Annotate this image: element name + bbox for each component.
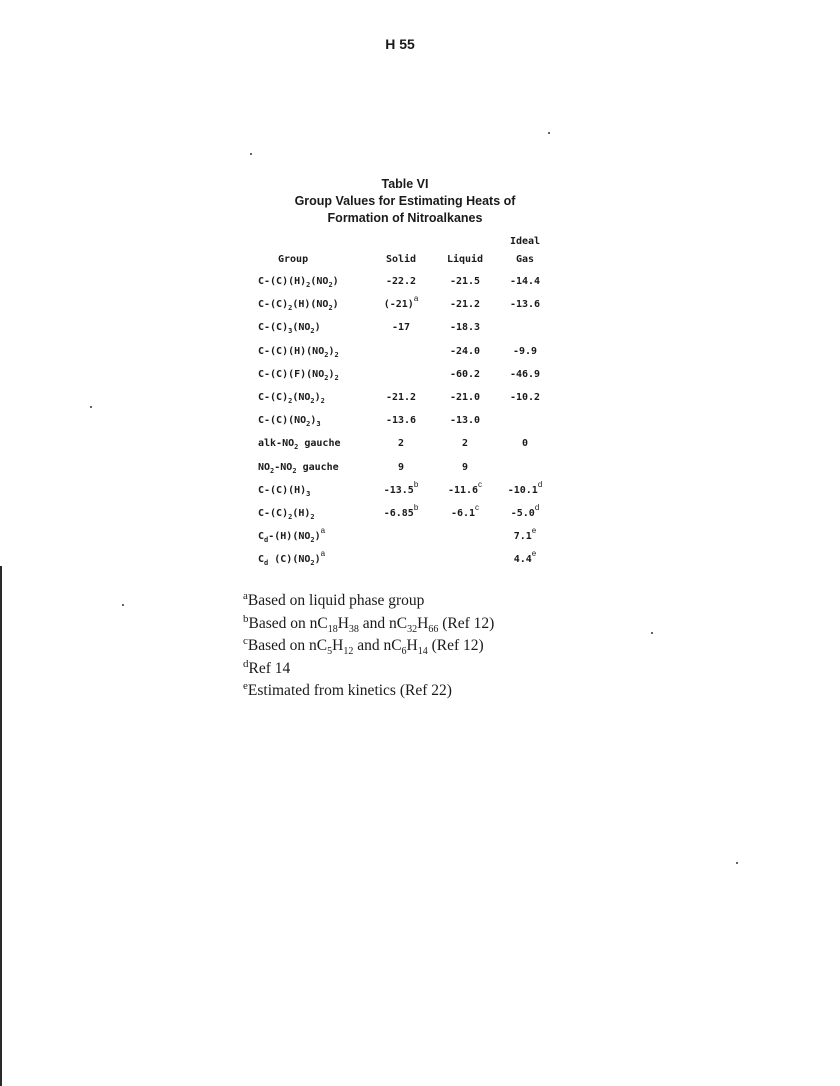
text-fragment: ) xyxy=(314,531,321,543)
liquid-value-cell: -24.0 xyxy=(449,345,481,357)
footnote-mark: e xyxy=(243,680,248,693)
solid-value-cell xyxy=(370,502,432,519)
table-title-line-2: Formation of Nitroalkanes xyxy=(327,211,483,225)
text-fragment: C xyxy=(258,531,265,543)
formula-subscript: 5 xyxy=(327,646,333,658)
footnote xyxy=(243,590,603,613)
solid-value-cell xyxy=(370,479,432,496)
gas-value: 4.4 xyxy=(513,554,532,566)
group-values-table xyxy=(250,236,570,573)
text-fragment: (H)(NO xyxy=(292,299,329,311)
group-subscript: 2 xyxy=(310,327,315,336)
liquid-value-cell: -18.3 xyxy=(449,322,481,334)
text-fragment: H xyxy=(417,614,429,632)
table-row xyxy=(250,504,570,527)
text-fragment: (NO xyxy=(292,391,311,403)
liquid-value-cell: -21.0 xyxy=(449,391,481,403)
formula-subscript: 6 xyxy=(401,646,407,658)
text-fragment: H xyxy=(332,637,344,655)
group-subscript: 2 xyxy=(320,396,325,405)
gas-value-cell: -46.9 xyxy=(509,368,541,380)
text-fragment: ) xyxy=(314,391,321,403)
solid-value: -13.5 xyxy=(383,484,414,496)
formula-subscript: 18 xyxy=(327,623,338,635)
solid-value-cell xyxy=(370,294,432,311)
group-subscript: 2 xyxy=(310,536,315,545)
footnote-mark: d xyxy=(537,479,543,489)
text-fragment: (NO xyxy=(310,276,329,287)
group-subscript: d xyxy=(264,559,269,568)
group-cell xyxy=(258,526,326,545)
group-subscript: 2 xyxy=(324,373,329,382)
text-fragment: Based on liquid phase group xyxy=(247,592,425,609)
text-fragment: C-(C)(H) xyxy=(258,276,307,287)
header-liquid: Liquid xyxy=(446,254,484,265)
text-fragment: ) xyxy=(332,276,339,287)
solid-value-cell: 2 xyxy=(397,438,405,450)
footnote-mark: a xyxy=(243,590,248,602)
gas-value-cell: -10.2 xyxy=(509,391,541,403)
scan-speck xyxy=(250,153,252,155)
scan-speck xyxy=(651,632,653,634)
liquid-value-cell: 9 xyxy=(461,461,469,473)
group-cell xyxy=(258,299,339,313)
scan-edge-line xyxy=(0,566,2,1086)
group-subscript: 2 xyxy=(334,373,339,382)
table-title-line-1: Group Values for Estimating Heats of xyxy=(294,194,516,208)
group-cell xyxy=(258,392,325,403)
footnote xyxy=(243,680,603,703)
group-cell xyxy=(258,346,339,357)
footnote-mark: b xyxy=(413,502,419,512)
liquid-value: -11.6 xyxy=(447,484,479,496)
group-cell xyxy=(258,462,339,473)
formula-subscript: 32 xyxy=(407,623,418,635)
text-fragment: Based on nC xyxy=(247,637,328,655)
group-subscript: 2 xyxy=(288,396,293,405)
scan-speck xyxy=(122,604,124,606)
group-subscript: 2 xyxy=(306,420,311,429)
liquid-value-cell xyxy=(432,479,498,496)
gas-value-cell: -9.9 xyxy=(512,345,538,357)
text-fragment: C-(C)(NO xyxy=(258,415,307,427)
solid-value-cell: -22.2 xyxy=(385,276,417,287)
table-row xyxy=(250,342,570,365)
text-fragment: C-(C)(H) xyxy=(258,484,307,496)
table-row xyxy=(250,295,570,318)
table-row xyxy=(250,458,570,481)
footnote-mark: a xyxy=(413,294,419,304)
header-gas-line-2: Gas xyxy=(515,254,535,265)
text-fragment: ) xyxy=(310,415,317,427)
table-body xyxy=(250,272,570,573)
footnote-mark: c xyxy=(475,502,480,512)
group-cell xyxy=(258,369,339,380)
text-fragment: (C)(NO xyxy=(268,554,311,566)
group-subscript: 2 xyxy=(310,559,315,568)
text-fragment: and nC xyxy=(353,637,402,655)
footnote-mark: e xyxy=(531,526,537,536)
text-fragment: (H) xyxy=(292,507,311,519)
group-subscript: 2 xyxy=(288,304,293,313)
gas-value-cell xyxy=(498,479,552,496)
solid-value-cell: -21.2 xyxy=(385,391,417,403)
group-subscript: 2 xyxy=(294,443,299,452)
liquid-value-cell: -21.5 xyxy=(449,276,481,287)
solid-value: -6.85 xyxy=(383,507,414,519)
table-row xyxy=(250,550,570,573)
text-fragment: C-(C)(H)(NO xyxy=(258,345,325,357)
footnote-mark: c xyxy=(243,635,248,648)
group-subscript: 2 xyxy=(306,281,311,289)
footnote-mark: d xyxy=(534,502,540,512)
text-fragment: (NO xyxy=(292,322,311,334)
group-cell xyxy=(258,438,341,452)
text-fragment: ) xyxy=(328,368,335,380)
text-fragment: C xyxy=(258,554,265,566)
gas-value-cell xyxy=(498,549,552,566)
liquid-value-cell: -21.2 xyxy=(449,299,481,311)
gas-value: -5.0 xyxy=(510,507,535,519)
table-number: Table VI xyxy=(381,177,429,191)
group-subscript: 2 xyxy=(328,304,333,313)
table-row xyxy=(250,272,570,295)
gas-value-cell xyxy=(498,502,552,519)
footnote-mark: a xyxy=(320,526,326,536)
text-fragment: H xyxy=(406,637,418,655)
group-subscript: 2 xyxy=(334,350,339,359)
group-cell xyxy=(258,549,326,568)
table-row xyxy=(250,527,570,550)
text-fragment: C-(C) xyxy=(258,391,289,403)
formula-subscript: 66 xyxy=(428,623,439,635)
liquid-value-cell: -13.0 xyxy=(449,415,481,427)
gas-value-cell: -14.4 xyxy=(509,276,541,287)
footnotes xyxy=(243,590,603,703)
table-row xyxy=(250,434,570,457)
text-fragment: and nC xyxy=(358,614,408,632)
text-fragment: H xyxy=(337,614,349,632)
text-fragment: Based on nC xyxy=(248,614,328,632)
formula-subscript: 14 xyxy=(417,646,428,658)
liquid-value-cell xyxy=(432,502,498,519)
text-fragment: ) xyxy=(314,554,321,566)
footnote-mark: c xyxy=(478,479,483,489)
footnote-mark: b xyxy=(413,479,419,489)
text-fragment: C-(C) xyxy=(258,507,289,519)
table-row xyxy=(250,388,570,411)
text-fragment: gauche xyxy=(298,438,341,450)
group-cell xyxy=(258,508,315,519)
text-fragment: ) xyxy=(328,345,335,357)
gas-value-cell: 0 xyxy=(521,438,529,450)
footnote-mark: b xyxy=(243,612,249,625)
text-fragment: -(H)(NO xyxy=(268,531,311,543)
scan-speck xyxy=(736,862,738,864)
text-fragment: alk-NO xyxy=(258,438,295,450)
text-fragment: Ref 14 xyxy=(248,659,291,677)
text-fragment: Estimated from kinetics (Ref 22) xyxy=(247,682,452,700)
group-subscript: 2 xyxy=(310,512,315,521)
page-label: H 55 xyxy=(385,36,415,52)
gas-value-cell: -13.6 xyxy=(509,299,541,311)
group-cell xyxy=(258,276,339,287)
text-fragment: C-(C) xyxy=(258,299,289,311)
group-subscript: 2 xyxy=(292,466,297,475)
table-row xyxy=(250,411,570,434)
footnote-mark: e xyxy=(531,549,537,559)
formula-subscript: 38 xyxy=(348,623,359,635)
group-cell xyxy=(258,485,310,496)
footnote xyxy=(243,613,603,636)
liquid-value-cell: 2 xyxy=(461,438,469,450)
solid-value-cell: -13.6 xyxy=(385,415,417,427)
gas-value-cell xyxy=(498,526,552,543)
scan-speck xyxy=(90,406,92,408)
group-subscript: 3 xyxy=(288,327,293,336)
group-subscript: 3 xyxy=(316,420,321,429)
scan-speck xyxy=(548,132,550,134)
header-group: Group xyxy=(278,254,309,265)
footnote xyxy=(243,635,603,658)
liquid-value: -6.1 xyxy=(450,507,476,519)
group-subscript: 2 xyxy=(324,350,329,359)
text-fragment: ) xyxy=(314,322,321,334)
solid-value: (-21) xyxy=(383,299,414,311)
group-subscript: 2 xyxy=(270,466,275,475)
group-subscript: 3 xyxy=(306,489,311,498)
table-caption xyxy=(205,176,605,227)
gas-value: -10.1 xyxy=(507,484,538,496)
footnote-mark: d xyxy=(243,657,249,670)
solid-value-cell: 9 xyxy=(397,461,405,473)
footnote xyxy=(243,658,603,681)
footnote-mark: a xyxy=(320,549,326,559)
table-header xyxy=(250,236,570,272)
text-fragment: -NO xyxy=(274,461,293,473)
text-fragment: (Ref 12) xyxy=(438,614,495,632)
header-solid: Solid xyxy=(385,254,417,265)
header-gas-line-1: Ideal xyxy=(509,236,541,247)
solid-value-cell: -17 xyxy=(391,322,411,334)
formula-subscript: 12 xyxy=(343,646,354,658)
text-fragment: C-(C)(F)(NO xyxy=(258,368,325,380)
group-subscript: 2 xyxy=(288,512,293,521)
table-row xyxy=(250,318,570,341)
group-cell xyxy=(258,415,321,429)
text-fragment: C-(C) xyxy=(258,322,289,334)
text-fragment: (Ref 12) xyxy=(427,637,484,655)
liquid-value-cell: -60.2 xyxy=(449,368,481,380)
table-row xyxy=(250,481,570,504)
text-fragment: ) xyxy=(332,299,339,311)
text-fragment: gauche xyxy=(296,461,339,473)
group-cell xyxy=(258,322,321,336)
group-subscript: 2 xyxy=(310,396,315,405)
gas-value: 7.1 xyxy=(513,531,532,543)
table-row xyxy=(250,365,570,388)
group-subscript: 2 xyxy=(328,281,333,289)
group-subscript: d xyxy=(264,536,269,545)
text-fragment: NO xyxy=(258,461,271,473)
